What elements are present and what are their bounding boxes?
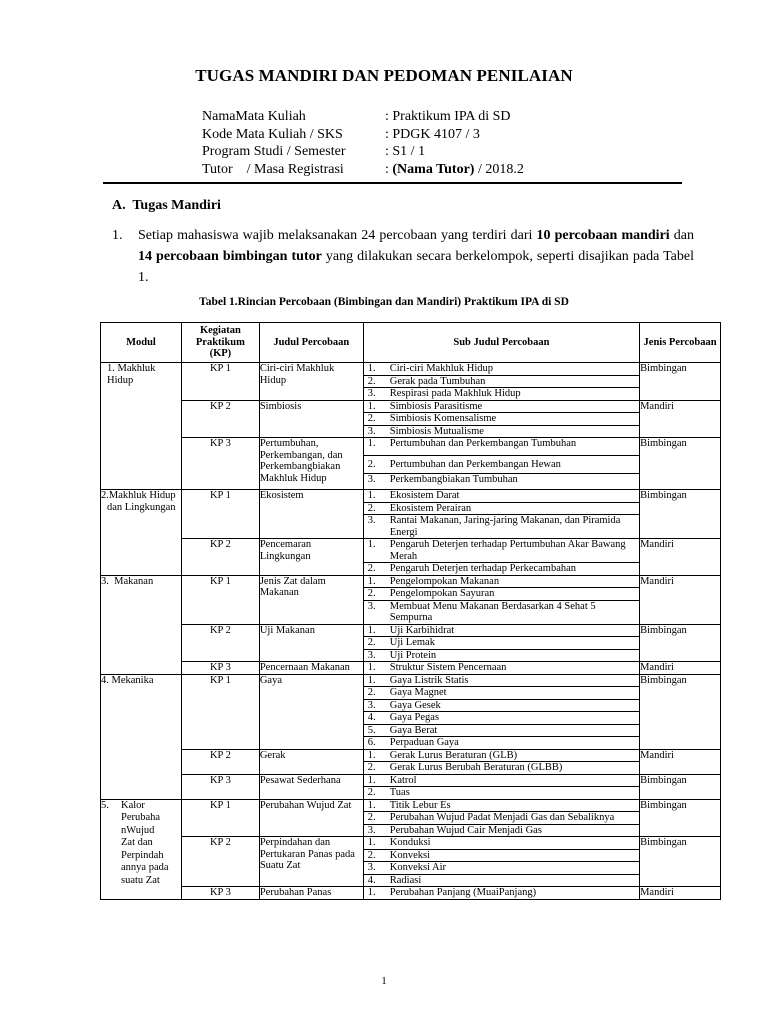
judul-cell: Pertumbuhan, Perkembangan, dan Perkembangbiakan Makhluk Hidup: [259, 438, 363, 490]
item-text: Gerak pada Tumbuhan: [389, 375, 486, 387]
list-item: [364, 737, 639, 749]
item-number: 2.: [367, 787, 376, 798]
kp-cell: KP 3: [181, 887, 259, 900]
jenis-cell: Bimbingan: [640, 363, 721, 401]
sub-list: [363, 749, 639, 774]
list-item: [364, 887, 639, 899]
info-row: [202, 108, 524, 126]
list-item: [364, 376, 639, 389]
list-item: [364, 762, 639, 774]
judul-cell: Pencernaan Makanan: [259, 662, 363, 675]
info-value-prefix: :: [385, 161, 393, 177]
list-item: [364, 650, 639, 662]
item-text: Gaya Gesek: [389, 699, 441, 711]
modul-name: 2.Makhluk Hidup dan Lingkungan: [101, 490, 176, 513]
kp-cell: KP 3: [181, 774, 259, 799]
list-item: [364, 456, 639, 474]
kp-cell: KP 1: [181, 674, 259, 749]
tutor-name: (Nama Tutor): [392, 161, 475, 177]
item-number: 2.: [367, 588, 376, 599]
item-number: 1.: [367, 363, 376, 374]
judul-cell: Jenis Zat dalam Makanan: [259, 575, 363, 624]
sub-list: [363, 363, 639, 401]
list-item: [364, 800, 639, 813]
paragraph-number: 1.: [112, 228, 123, 243]
item-text: Uji Lemak: [389, 637, 435, 648]
item-number: 1.: [367, 624, 376, 636]
item-number: 1.: [367, 662, 376, 673]
item-text: Perubahan Wujud Padat Menjadi Gas dan Sebaliknya: [389, 812, 615, 823]
list-item: [364, 438, 639, 456]
list-item: [364, 539, 639, 563]
bold-run: 10 percobaan mandiri: [536, 228, 670, 243]
judul-cell: Perpindahan dan Pertukaran Panas pada Suatu Zat: [259, 837, 363, 887]
kp-cell: KP 2: [181, 624, 259, 662]
item-text: Ekosistem Perairan: [389, 502, 472, 514]
kp-cell: KP 3: [181, 662, 259, 675]
list-item: [364, 812, 639, 825]
jenis-cell: Bimbingan: [640, 799, 721, 837]
item-text: Gaya Magnet: [389, 687, 447, 698]
modul-cell: [101, 490, 182, 576]
sub-list: [363, 575, 639, 624]
jenis-cell: Mandiri: [640, 662, 721, 675]
item-text: Pengelompokan Sayuran: [389, 588, 495, 599]
info-value: : PDGK 4107 / 3: [385, 126, 480, 142]
list-item: [364, 825, 639, 837]
item-text: Perubahan Wujud Cair Menjadi Gas: [389, 824, 542, 836]
modul-name: 4. Mekanika: [101, 674, 154, 686]
item-text: Ciri-ciri Makhluk Hidup: [389, 363, 493, 374]
item-number: 4.: [367, 874, 376, 886]
table-header-row: [101, 323, 721, 363]
header-kp: Kegiatan Praktikum (KP): [181, 323, 259, 363]
jenis-cell: Mandiri: [640, 539, 721, 576]
text-run: dan: [669, 228, 694, 243]
modul-number: 5.: [101, 799, 109, 811]
sub-list: [363, 674, 639, 749]
judul-cell: Pencemaran Lingkungan: [259, 539, 363, 576]
sub-list: [363, 539, 639, 576]
item-number: 3.: [367, 600, 376, 612]
sub-list: [363, 837, 639, 887]
item-number: 1.: [367, 539, 376, 550]
list-item: [364, 875, 639, 887]
list-item: [364, 675, 639, 688]
item-number: 3.: [367, 824, 376, 836]
item-number: 2.: [367, 849, 376, 861]
judul-cell: Perubahan Wujud Zat: [259, 799, 363, 837]
list-item: [364, 850, 639, 863]
sub-list: [363, 624, 639, 662]
experiment-table: [100, 322, 721, 900]
judul-cell: Simbiosis: [259, 400, 363, 438]
info-label: Kode Mata Kuliah / SKS: [202, 126, 343, 142]
jenis-cell: Bimbingan: [640, 438, 721, 490]
item-text: Konveksi: [389, 849, 430, 861]
jenis-cell: Bimbingan: [640, 624, 721, 662]
kp-cell: KP 2: [181, 837, 259, 887]
list-item: [364, 712, 639, 725]
item-number: 1.: [367, 438, 376, 449]
item-number: 1.: [367, 400, 376, 412]
item-text: Perkembangbiakan Tumbuhan: [389, 474, 518, 485]
sub-list: [363, 887, 639, 900]
item-text: Katrol: [389, 774, 417, 786]
sub-list: [363, 774, 639, 799]
jenis-cell: Mandiri: [640, 575, 721, 624]
list-item: [364, 862, 639, 875]
item-number: 3.: [367, 388, 376, 399]
table-row: [101, 400, 721, 438]
kp-cell: KP 3: [181, 438, 259, 490]
kp-cell: KP 2: [181, 400, 259, 438]
item-text: Uji Protein: [389, 649, 437, 661]
info-value: : Praktikum IPA di SD: [385, 109, 511, 124]
item-number: 2.: [367, 413, 376, 424]
text-run: yang dilakukan secara berkelompok, seperti disajikan pada Tabel 1.: [138, 249, 694, 285]
table-row: [101, 575, 721, 624]
list-item: [364, 503, 639, 516]
item-text: Pengelompokan Makanan: [389, 575, 500, 587]
table-row: [101, 539, 721, 576]
item-number: 2.: [367, 458, 376, 470]
item-text: Uji Karbihidrat: [389, 624, 455, 636]
item-text: Respirasi pada Makhluk Hidup: [389, 388, 521, 399]
document-title: TUGAS MANDIRI DAN PEDOMAN PENILAIAN: [195, 66, 573, 85]
item-number: 2.: [367, 812, 376, 823]
jenis-cell: Mandiri: [640, 400, 721, 438]
info-value: : S1 / 1: [385, 144, 426, 159]
info-row: [202, 143, 524, 161]
modul-title: Kalor Perubaha nWujud Zat dan Perpindah annya pada suatu Zat: [121, 799, 169, 886]
info-row: [202, 161, 524, 179]
item-number: 2.: [367, 687, 376, 698]
item-text: Gaya Pegas: [389, 712, 440, 723]
item-number: 1.: [367, 674, 376, 686]
header-modul: Modul: [101, 323, 182, 363]
modul-name: 1. Makhluk Hidup: [107, 363, 156, 386]
item-text: Perubahan Panjang (MuaiPanjang): [389, 887, 537, 898]
table-row: [101, 438, 721, 490]
course-info: [202, 108, 524, 178]
table-row: [101, 363, 721, 401]
item-number: 2.: [367, 563, 376, 574]
list-item: [364, 426, 639, 438]
table-row: [101, 837, 721, 887]
item-text: Simbiosis Mutualisme: [389, 425, 484, 437]
paragraph-text: [138, 225, 694, 288]
modul-cell: [101, 674, 182, 799]
item-number: 6.: [367, 737, 376, 748]
table-row: [101, 774, 721, 799]
list-item: [364, 401, 639, 414]
jenis-cell: Mandiri: [640, 749, 721, 774]
sub-list: [363, 662, 639, 675]
header-sub: Sub Judul Percobaan: [363, 323, 639, 363]
list-item: [364, 474, 639, 489]
header-judul: Judul Percobaan: [259, 323, 363, 363]
info-label: NamaMata Kuliah: [202, 109, 306, 124]
judul-cell: Gerak: [259, 749, 363, 774]
judul-cell: Ciri-ciri Makhluk Hidup: [259, 363, 363, 401]
kp-cell: KP 1: [181, 363, 259, 401]
judul-cell: Pesawat Sederhana: [259, 774, 363, 799]
list-item: [364, 787, 639, 799]
table-row: [101, 662, 721, 675]
item-number: 3.: [367, 474, 376, 485]
judul-cell: Uji Makanan: [259, 624, 363, 662]
list-item: [364, 700, 639, 713]
item-text: Tuas: [389, 787, 410, 798]
info-value-suffix: / 2018.2: [474, 161, 524, 177]
item-text: Konveksi Air: [389, 862, 447, 873]
kp-cell: KP 2: [181, 749, 259, 774]
judul-cell: Ekosistem: [259, 490, 363, 539]
jenis-cell: Bimbingan: [640, 490, 721, 539]
kp-cell: KP 1: [181, 799, 259, 837]
list-item: [364, 637, 639, 650]
modul-cell: [101, 363, 182, 490]
list-item: [364, 775, 639, 788]
modul-cell: [101, 575, 182, 674]
item-number: 2.: [367, 637, 376, 648]
item-number: 1.: [367, 749, 376, 761]
judul-cell: Perubahan Panas: [259, 887, 363, 900]
list-item: [364, 576, 639, 589]
item-number: 1.: [367, 774, 376, 786]
list-item: [364, 601, 639, 624]
sub-list: [363, 438, 639, 490]
item-text: Radiasi: [389, 874, 422, 886]
list-item: [364, 662, 639, 674]
info-label: Program Studi / Semester: [202, 144, 346, 159]
item-text: Pengaruh Deterjen terhadap Pertumbuhan Akar Bawang Merah: [389, 539, 626, 562]
info-label: Tutor / Masa Registrasi: [202, 161, 344, 177]
header-divider: [103, 182, 682, 184]
item-number: 3.: [367, 699, 376, 711]
item-text: Gerak Lurus Berubah Beraturan (GLBB): [389, 762, 563, 773]
info-row: [202, 126, 524, 144]
table-row: [101, 887, 721, 900]
jenis-cell: Bimbingan: [640, 774, 721, 799]
item-number: 3.: [367, 862, 376, 873]
table-row: [101, 674, 721, 749]
list-item: [364, 837, 639, 850]
list-item: [364, 388, 639, 400]
sub-list: [363, 400, 639, 438]
item-number: 2.: [367, 375, 376, 387]
kp-cell: KP 2: [181, 539, 259, 576]
item-text: Perpaduan Gaya: [389, 737, 459, 748]
modul-cell: [101, 799, 182, 899]
text-run: Setiap mahasiswa wajib melaksanakan 24 percobaan yang terdiri dari: [138, 228, 537, 243]
page-number: 1: [381, 975, 387, 987]
item-text: Titik Lebur Es: [389, 799, 451, 811]
table-row: [101, 490, 721, 539]
item-number: 4.: [367, 712, 376, 723]
item-number: 2.: [367, 502, 376, 514]
item-number: 1.: [367, 837, 376, 848]
jenis-cell: Bimbingan: [640, 837, 721, 887]
list-item: [364, 588, 639, 601]
jenis-cell: Mandiri: [640, 887, 721, 900]
item-text: Gaya Berat: [389, 724, 438, 736]
item-number: 3.: [367, 649, 376, 661]
list-item: [364, 563, 639, 575]
header-jenis: Jenis Percobaan: [640, 323, 721, 363]
list-item: [364, 725, 639, 738]
list-item: [364, 490, 639, 503]
item-number: 5.: [367, 724, 376, 736]
list-item: [364, 625, 639, 638]
table-row: [101, 799, 721, 837]
task-paragraph: [112, 225, 694, 288]
info-value: [385, 161, 524, 179]
item-text: Pertumbuhan dan Perkembangan Tumbuhan: [389, 438, 577, 449]
modul-name: [101, 800, 181, 888]
item-number: 1.: [367, 490, 376, 501]
item-text: Konduksi: [389, 837, 431, 848]
kp-cell: KP 1: [181, 490, 259, 539]
item-text: Rantai Makanan, Jaring-jaring Makanan, dan Piramida Energi: [389, 515, 621, 538]
modul-name: 3. Makanan: [101, 575, 154, 587]
item-number: 1.: [367, 887, 376, 898]
jenis-cell: Bimbingan: [640, 674, 721, 749]
sub-list: [363, 799, 639, 837]
item-text: Gaya Listrik Statis: [389, 674, 469, 686]
section-heading: A. Tugas Mandiri: [112, 198, 221, 213]
item-text: Struktur Sistem Pencernaan: [389, 662, 507, 673]
item-number: 2.: [367, 762, 376, 773]
bold-run: 14 percobaan bimbingan tutor: [138, 249, 322, 264]
item-number: 3.: [367, 515, 376, 526]
table-caption: Tabel 1.Rincian Percobaan (Bimbingan dan Mandiri) Praktikum IPA di SD: [199, 296, 569, 308]
table-row: [101, 749, 721, 774]
item-text: Simbiosis Komensalisme: [389, 413, 497, 424]
list-item: [364, 687, 639, 700]
judul-cell: Gaya: [259, 674, 363, 749]
item-number: 3.: [367, 425, 376, 437]
list-item: [364, 750, 639, 763]
item-text: Pengaruh Deterjen terhadap Perkecambahan: [389, 563, 577, 574]
item-text: Ekosistem Darat: [389, 490, 460, 501]
kp-cell: KP 1: [181, 575, 259, 624]
item-text: Membuat Menu Makanan Berdasarkan 4 Sehat 5 Sempurna: [389, 600, 596, 623]
list-item: [364, 363, 639, 376]
item-text: Simbiosis Parasitisme: [389, 400, 483, 412]
sub-list: [363, 490, 639, 539]
list-item: [364, 413, 639, 426]
item-text: Pertumbuhan dan Perkembangan Hewan: [389, 458, 561, 470]
item-number: 1.: [367, 799, 376, 811]
item-number: 1.: [367, 575, 376, 587]
item-text: Gerak Lurus Beraturan (GLB): [389, 749, 518, 761]
list-item: [364, 515, 639, 538]
table-row: [101, 624, 721, 662]
